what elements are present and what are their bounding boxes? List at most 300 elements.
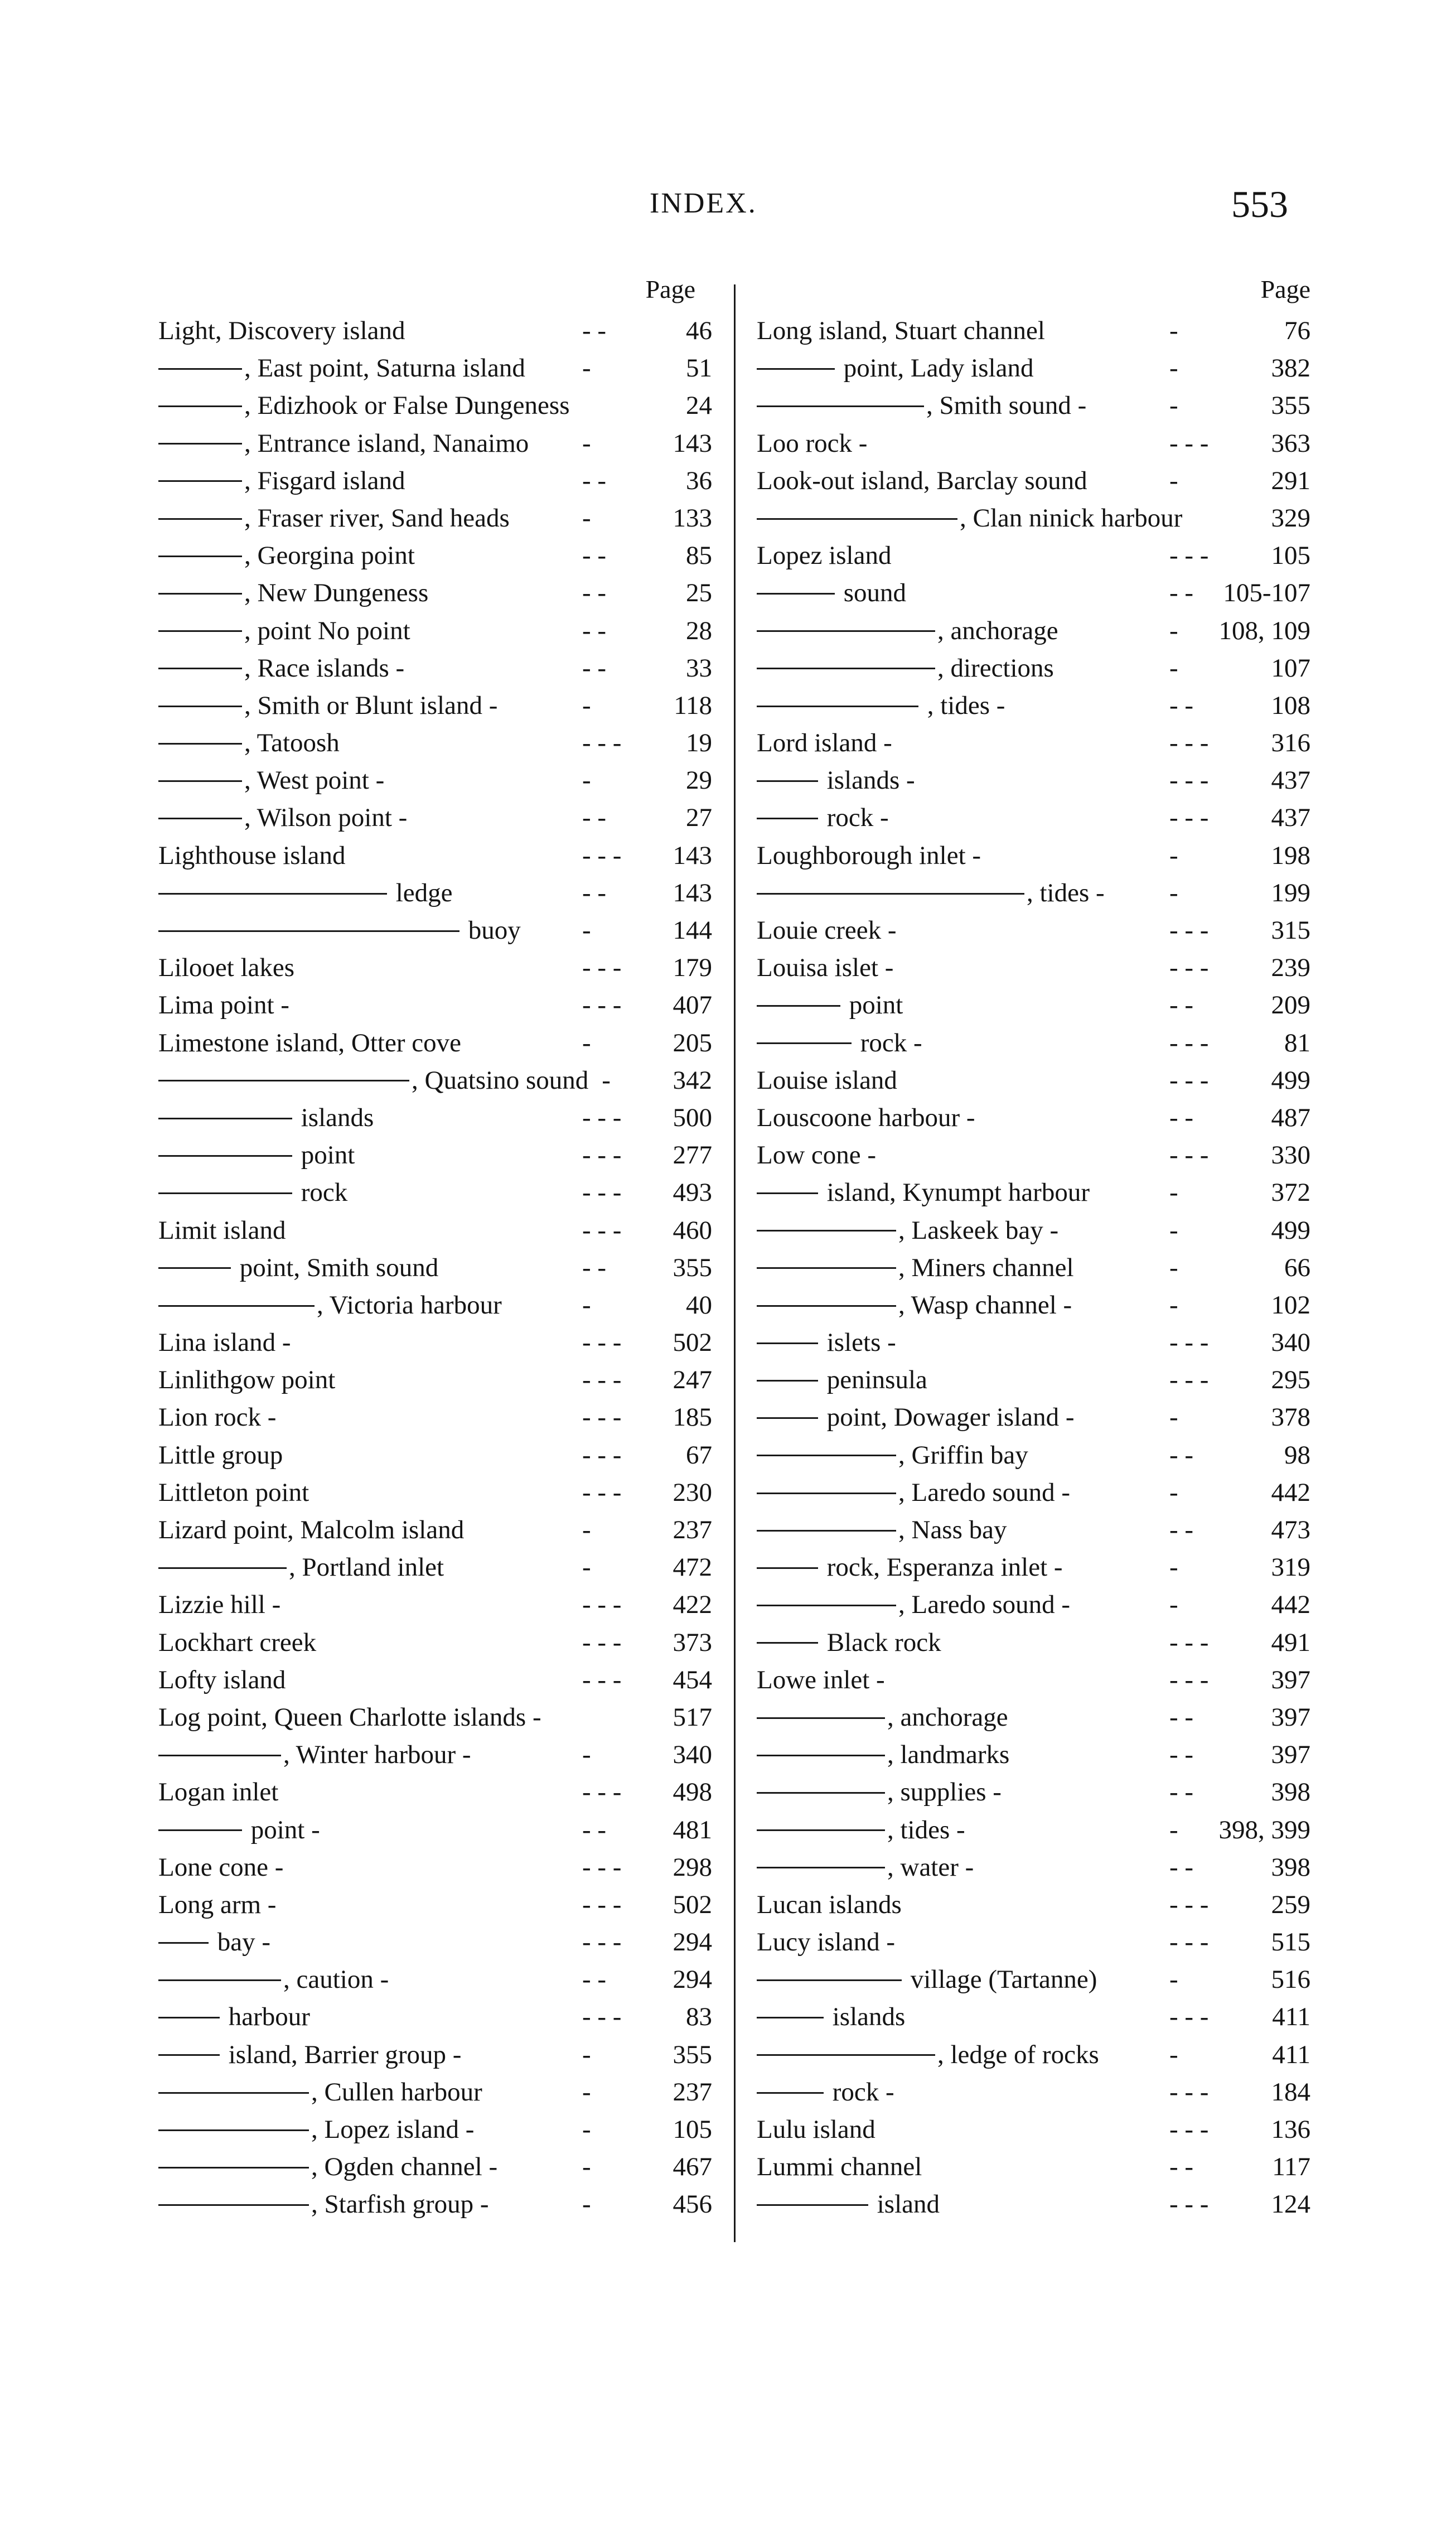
page-reference: 291 (1271, 466, 1310, 495)
entry-label: , Race islands - (244, 653, 405, 683)
entry-label: Log point, Queen Charlotte islands - (158, 1702, 541, 1732)
page-reference: 108 (1271, 690, 1310, 720)
repeat-dash (757, 1493, 896, 1494)
leader-dashes: - - - (582, 1852, 622, 1882)
page-column-heading: Page (645, 275, 695, 303)
entry-label: Lucan islands (757, 1890, 902, 1919)
entry-label: , directions (937, 653, 1054, 683)
repeat-dash (757, 593, 835, 595)
page-reference: 105 (673, 2115, 712, 2144)
index-entry (158, 1137, 718, 1174)
leader-dashes: - - - (582, 1440, 622, 1470)
index-entry (757, 1812, 1316, 1849)
page-reference: 118 (674, 690, 712, 720)
index-entry (757, 987, 1316, 1024)
repeat-dash (158, 443, 242, 445)
entry-label: Loughborough inlet - (757, 841, 981, 870)
leader-dashes: - - (1169, 1515, 1194, 1544)
page-reference: 117 (1272, 2152, 1310, 2182)
leader-dashes: - (582, 2040, 591, 2069)
repeat-dash (158, 1192, 292, 1194)
index-entry (158, 462, 718, 500)
page-reference: 85 (686, 541, 712, 571)
index-entries-right (757, 312, 1316, 2224)
index-entry (158, 1249, 718, 1287)
page-reference: 481 (673, 1815, 712, 1844)
repeat-dash (158, 743, 242, 745)
leader-dashes: - - (1169, 1740, 1194, 1770)
page-reference: 24 (686, 391, 712, 421)
leader-dashes: - - - (1169, 428, 1209, 458)
entry-label: Lucy island - (757, 1928, 895, 1957)
entry-label: , Smith or Blunt island - (244, 690, 498, 720)
entry-label: Lizzie hill - (158, 1590, 281, 1620)
repeat-dash (757, 405, 924, 407)
page-reference: 517 (673, 1702, 712, 1732)
repeat-dash (158, 1080, 409, 1081)
running-header (0, 183, 1456, 231)
leader-dashes: - - (1169, 2152, 1194, 2182)
entry-label: , supplies - (887, 1778, 1002, 1807)
leader-dashes: - - (582, 466, 607, 495)
leader-dashes: - - (1169, 1778, 1194, 1807)
index-entry (158, 987, 718, 1024)
entry-label: , Clan ninick harbour (960, 503, 1183, 533)
index-entry (158, 1437, 718, 1474)
entry-label: , East point, Saturna island (244, 354, 525, 383)
index-entry (757, 687, 1316, 725)
index-entry (158, 1812, 718, 1849)
repeat-dash (757, 1417, 818, 1419)
entry-label: point (294, 1141, 355, 1170)
repeat-dash (757, 368, 835, 370)
page-reference: 473 (1271, 1515, 1310, 1544)
index-entry (158, 1961, 718, 1998)
entry-label: point, Dowager island - (820, 1403, 1075, 1432)
index-entry (757, 1137, 1316, 1174)
page-reference: 179 (673, 953, 712, 983)
entry-label: , Wilson point - (244, 803, 408, 833)
entry-label: point, Lady island (837, 354, 1034, 383)
entry-label: rock - (826, 2077, 894, 2107)
repeat-dash (757, 1717, 885, 1719)
repeat-dash (158, 668, 242, 669)
leader-dashes: - - - (1169, 1627, 1209, 1657)
entry-label: , New Dungeness (244, 578, 429, 608)
entry-label: Lilooet lakes (158, 953, 295, 983)
leader-dashes: - - - (1169, 766, 1209, 795)
page-reference: 502 (673, 1890, 712, 1919)
index-entry (158, 1099, 718, 1137)
entry-label: rock - (854, 1028, 922, 1057)
repeat-dash (757, 1792, 885, 1794)
index-entry (757, 799, 1316, 837)
leader-dashes: - - (1169, 578, 1194, 608)
repeat-dash (757, 818, 818, 819)
page-reference: 102 (1271, 1290, 1310, 1320)
repeat-dash (757, 1530, 896, 1532)
leader-dashes: - - - (582, 1365, 622, 1395)
page-reference: 29 (686, 766, 712, 795)
leader-dashes: - - (582, 616, 607, 645)
entry-label: , Laredo sound - (898, 1590, 1071, 1620)
entry-label: Lulu island (757, 2115, 875, 2144)
repeat-dash (158, 706, 242, 707)
page-reference: 298 (673, 1852, 712, 1882)
page-number: 553 (1231, 183, 1288, 225)
entry-label: islands - (820, 766, 915, 795)
entry-label: Lummi channel (757, 2152, 922, 2182)
index-entry (757, 1624, 1316, 1662)
index-entry (158, 1624, 718, 1662)
page-reference: 372 (1271, 1178, 1310, 1208)
entry-label: Littleton point (158, 1477, 309, 1507)
index-entry (158, 1324, 718, 1361)
index-entry (158, 500, 718, 537)
repeat-dash (757, 706, 918, 707)
leader-dashes: - (582, 354, 591, 383)
index-entry (158, 949, 718, 987)
index-entry (158, 612, 718, 650)
page-reference: 397 (1271, 1702, 1310, 1732)
leader-dashes: - - - (1169, 2115, 1209, 2144)
page-reference: 398 (1271, 1852, 1310, 1882)
page-reference: 502 (673, 1328, 712, 1358)
entry-label: village (Tartanne) (904, 1965, 1097, 1994)
index-entry (158, 1511, 718, 1549)
entry-label: Limit island (158, 1215, 286, 1245)
index-entry (757, 1511, 1316, 1549)
leader-dashes: - - (582, 316, 607, 345)
entry-label: Lion rock - (158, 1403, 277, 1432)
leader-dashes: - (582, 1028, 591, 1057)
page-reference: 487 (1271, 1103, 1310, 1132)
index-entry (757, 725, 1316, 762)
index-entry (757, 612, 1316, 650)
leader-dashes: - (582, 690, 591, 720)
page-reference: 185 (673, 1403, 712, 1432)
entry-label: Little group (158, 1440, 283, 1470)
page-reference: 319 (1271, 1553, 1310, 1582)
page-reference: 105 (1271, 541, 1310, 571)
page-reference: 467 (673, 2152, 712, 2182)
entry-label: , Winter harbour - (283, 1740, 471, 1770)
leader-dashes: - - - (582, 1590, 622, 1620)
leader-dashes: - - - (1169, 2002, 1209, 2032)
page-reference: 143 (673, 841, 712, 870)
index-entry (158, 1474, 718, 1511)
index-entry (158, 912, 718, 949)
page-reference: 454 (673, 1665, 712, 1694)
entry-label: , anchorage (937, 616, 1058, 645)
page-reference: 491 (1271, 1627, 1310, 1657)
page-reference: 516 (1271, 1965, 1310, 1994)
entry-label: Long island, Stuart channel (757, 316, 1045, 345)
leader-dashes: - - (582, 803, 607, 833)
entry-label: , point No point (244, 616, 410, 645)
entry-label: rock - (820, 803, 889, 833)
leader-dashes: - - - (582, 1403, 622, 1432)
page-reference: 108, 109 (1218, 616, 1310, 645)
leader-dashes: - - - (582, 1778, 622, 1807)
entry-label: Lofty island (158, 1665, 286, 1694)
index-entry (158, 1287, 718, 1324)
leader-dashes: - - (1169, 690, 1194, 720)
leader-dashes: - - - (582, 841, 622, 870)
repeat-dash (158, 2054, 220, 2056)
entry-label: , Griffin bay (898, 1440, 1028, 1470)
repeat-dash (757, 1380, 818, 1382)
entry-label: Lowe inlet - (757, 1665, 885, 1694)
leader-dashes: - (1169, 1253, 1178, 1282)
leader-dashes: - - - (582, 728, 622, 758)
page-reference: 81 (1284, 1028, 1310, 1057)
page-reference: 437 (1271, 803, 1310, 833)
page-reference: 422 (673, 1590, 712, 1620)
entry-label: , caution - (283, 1965, 389, 1994)
leader-dashes: - - - (1169, 2077, 1209, 2107)
index-entry (158, 1849, 718, 1886)
repeat-dash (158, 1829, 242, 1831)
entry-label: Loo rock - (757, 428, 868, 458)
repeat-dash (757, 780, 818, 782)
page-reference: 499 (1271, 1065, 1310, 1095)
entry-label: island, Barrier group - (222, 2040, 462, 2069)
leader-dashes: - - (1169, 991, 1194, 1020)
leader-dashes: - - - (582, 1328, 622, 1358)
index-entry (757, 387, 1316, 424)
index-entry (757, 462, 1316, 500)
index-entry (757, 1849, 1316, 1886)
repeat-dash (158, 556, 242, 557)
entry-label: island, Kynumpt harbour (820, 1178, 1090, 1208)
index-entry (757, 1025, 1316, 1062)
entry-label: Linlithgow point (158, 1365, 336, 1395)
leader-dashes: - - - (582, 1178, 622, 1208)
repeat-dash (158, 593, 242, 595)
index-entry (158, 2148, 718, 2186)
leader-dashes: - (582, 503, 591, 533)
index-entry (757, 312, 1316, 350)
entry-label: point - (244, 1815, 320, 1844)
leader-dashes: - - (1169, 1702, 1194, 1732)
leader-dashes: - - (582, 653, 607, 683)
entry-label: bay - (211, 1928, 271, 1957)
leader-dashes: - (582, 1740, 591, 1770)
index-entry (158, 537, 718, 574)
index-entry (757, 2074, 1316, 2111)
page-reference: 411 (1272, 2040, 1310, 2069)
leader-dashes: - - - (582, 1141, 622, 1170)
page-reference: 355 (1271, 391, 1310, 421)
page-reference: 329 (1271, 503, 1310, 533)
index-entry (757, 875, 1316, 912)
repeat-dash (158, 2017, 220, 2018)
leader-dashes: - - - (582, 1665, 622, 1694)
page-reference: 105-107 (1223, 578, 1310, 608)
repeat-dash (158, 2092, 309, 2094)
leader-dashes: - - - (1169, 1328, 1209, 1358)
index-entry (757, 1886, 1316, 1924)
leader-dashes: - (1169, 616, 1178, 645)
index-entry (158, 875, 718, 912)
leader-dashes: - (582, 428, 591, 458)
entry-label: , Quatsino sound (412, 1065, 589, 1095)
index-entry (158, 2074, 718, 2111)
leader-dashes: - - - (1169, 803, 1209, 833)
leader-dashes: - (582, 2077, 591, 2107)
page-reference: 83 (686, 2002, 712, 2032)
leader-dashes: - - - (582, 1928, 622, 1957)
leader-dashes: - (1169, 1590, 1178, 1620)
index-entry (757, 1961, 1316, 1998)
index-entry (158, 1736, 718, 1774)
entry-label: Lord island - (757, 728, 892, 758)
repeat-dash (757, 1605, 896, 1606)
entry-label: , tides - (1027, 878, 1105, 907)
page-reference: 373 (673, 1627, 712, 1657)
repeat-dash (158, 368, 242, 370)
page-reference: 294 (673, 1928, 712, 1957)
page-reference: 67 (686, 1440, 712, 1470)
entry-label: Low cone - (757, 1141, 877, 1170)
leader-dashes: - (1169, 391, 1178, 421)
page-reference: 363 (1271, 428, 1310, 458)
index-entry (158, 2186, 718, 2223)
leader-dashes: - - - (1169, 1065, 1209, 1095)
repeat-dash (757, 1267, 896, 1269)
index-entry (757, 1736, 1316, 1774)
entry-label: Look-out island, Barclay sound (757, 466, 1087, 495)
index-entry (757, 1774, 1316, 1811)
leader-dashes: - - - (582, 1627, 622, 1657)
index-entry (757, 912, 1316, 949)
repeat-dash (158, 780, 242, 782)
leader-dashes: - - - (582, 2002, 622, 2032)
index-entry (158, 837, 718, 875)
entry-label: island (870, 2190, 940, 2219)
repeat-dash (757, 2054, 935, 2056)
entry-label: , Victoria harbour (317, 1290, 502, 1320)
page-reference: 340 (1271, 1328, 1310, 1358)
entry-label: ledge (389, 878, 453, 907)
leader-dashes: - (582, 2115, 591, 2144)
index-entry (757, 1361, 1316, 1399)
page-reference: 442 (1271, 1590, 1310, 1620)
leader-dashes: - - - (1169, 1365, 1209, 1395)
index-entry (757, 1099, 1316, 1137)
entry-label: , Cullen harbour (311, 2077, 482, 2107)
repeat-dash (158, 518, 242, 520)
repeat-dash (158, 930, 459, 932)
page-reference: 124 (1271, 2190, 1310, 2219)
leader-dashes: - (1169, 1553, 1178, 1582)
leader-dashes: - (582, 1515, 591, 1544)
leader-dashes: - - - (1169, 953, 1209, 983)
index-entry (757, 2036, 1316, 2074)
entry-label: Lina island - (158, 1328, 291, 1358)
index-column-left (158, 273, 718, 2224)
page-reference: 355 (673, 1253, 712, 1282)
repeat-dash (158, 405, 242, 407)
index-entry (158, 1586, 718, 1624)
page-reference: 472 (673, 1553, 712, 1582)
repeat-dash (158, 480, 242, 482)
page-reference: 46 (686, 316, 712, 345)
entry-label: , Entrance island, Nanaimo (244, 428, 529, 458)
index-entry (158, 1662, 718, 1699)
entry-label: , Portland inlet (289, 1553, 444, 1582)
page-reference: 340 (673, 1740, 712, 1770)
page-reference: 143 (673, 428, 712, 458)
leader-dashes: - - - (1169, 1141, 1209, 1170)
leader-dashes: - (1169, 841, 1178, 870)
leader-dashes: - - - (582, 1215, 622, 1245)
page-reference: 237 (673, 2077, 712, 2107)
leader-dashes: - (582, 2190, 591, 2219)
entry-label: Louie creek - (757, 916, 897, 945)
entry-label: , landmarks (887, 1740, 1010, 1770)
page-reference: 382 (1271, 354, 1310, 383)
page-reference: 500 (673, 1103, 712, 1132)
entry-label: , water - (887, 1852, 974, 1882)
page-reference: 237 (673, 1515, 712, 1544)
index-entry (158, 725, 718, 762)
repeat-dash (158, 1567, 287, 1569)
entry-label: Long arm - (158, 1890, 277, 1919)
leader-dashes: - (1169, 1215, 1178, 1245)
index-entry (158, 1886, 718, 1924)
leader-dashes: - - (582, 1815, 607, 1844)
page-reference: 209 (1271, 991, 1310, 1020)
page-reference: 247 (673, 1365, 712, 1395)
index-entry (158, 574, 718, 612)
repeat-dash (757, 1230, 896, 1231)
entry-label: , Smith sound - (926, 391, 1087, 421)
index-entry (158, 1399, 718, 1436)
repeat-dash (757, 1192, 818, 1194)
entry-label: , Starfish group - (311, 2190, 489, 2219)
page-reference: 398, 399 (1218, 1815, 1310, 1844)
index-entry (757, 1287, 1316, 1324)
entry-label: , Georgina point (244, 541, 415, 571)
leader-dashes: - (1169, 354, 1178, 383)
index-entry (757, 949, 1316, 987)
repeat-dash (757, 518, 957, 520)
page-reference: 51 (686, 354, 712, 383)
index-entry (757, 1662, 1316, 1699)
entry-label: , Lopez island - (311, 2115, 475, 2144)
repeat-dash (757, 1979, 902, 1981)
repeat-dash (158, 818, 242, 819)
repeat-dash (757, 668, 935, 669)
entry-label: , tides - (921, 690, 1005, 720)
index-entry (158, 1212, 718, 1249)
repeat-dash (158, 2167, 309, 2169)
entry-label: Limestone island, Otter cove (158, 1028, 461, 1057)
repeat-dash (158, 1267, 231, 1269)
page-reference: 184 (1271, 2077, 1310, 2107)
entry-label: Lizard point, Malcolm island (158, 1515, 465, 1544)
page-reference: 144 (673, 916, 712, 945)
entry-label: rock (294, 1178, 348, 1208)
page-reference: 27 (686, 803, 712, 833)
page-reference: 143 (673, 878, 712, 907)
index-entry (158, 1174, 718, 1211)
index-entry (158, 1699, 718, 1736)
index-entry (757, 762, 1316, 799)
leader-dashes: - (1169, 1290, 1178, 1320)
